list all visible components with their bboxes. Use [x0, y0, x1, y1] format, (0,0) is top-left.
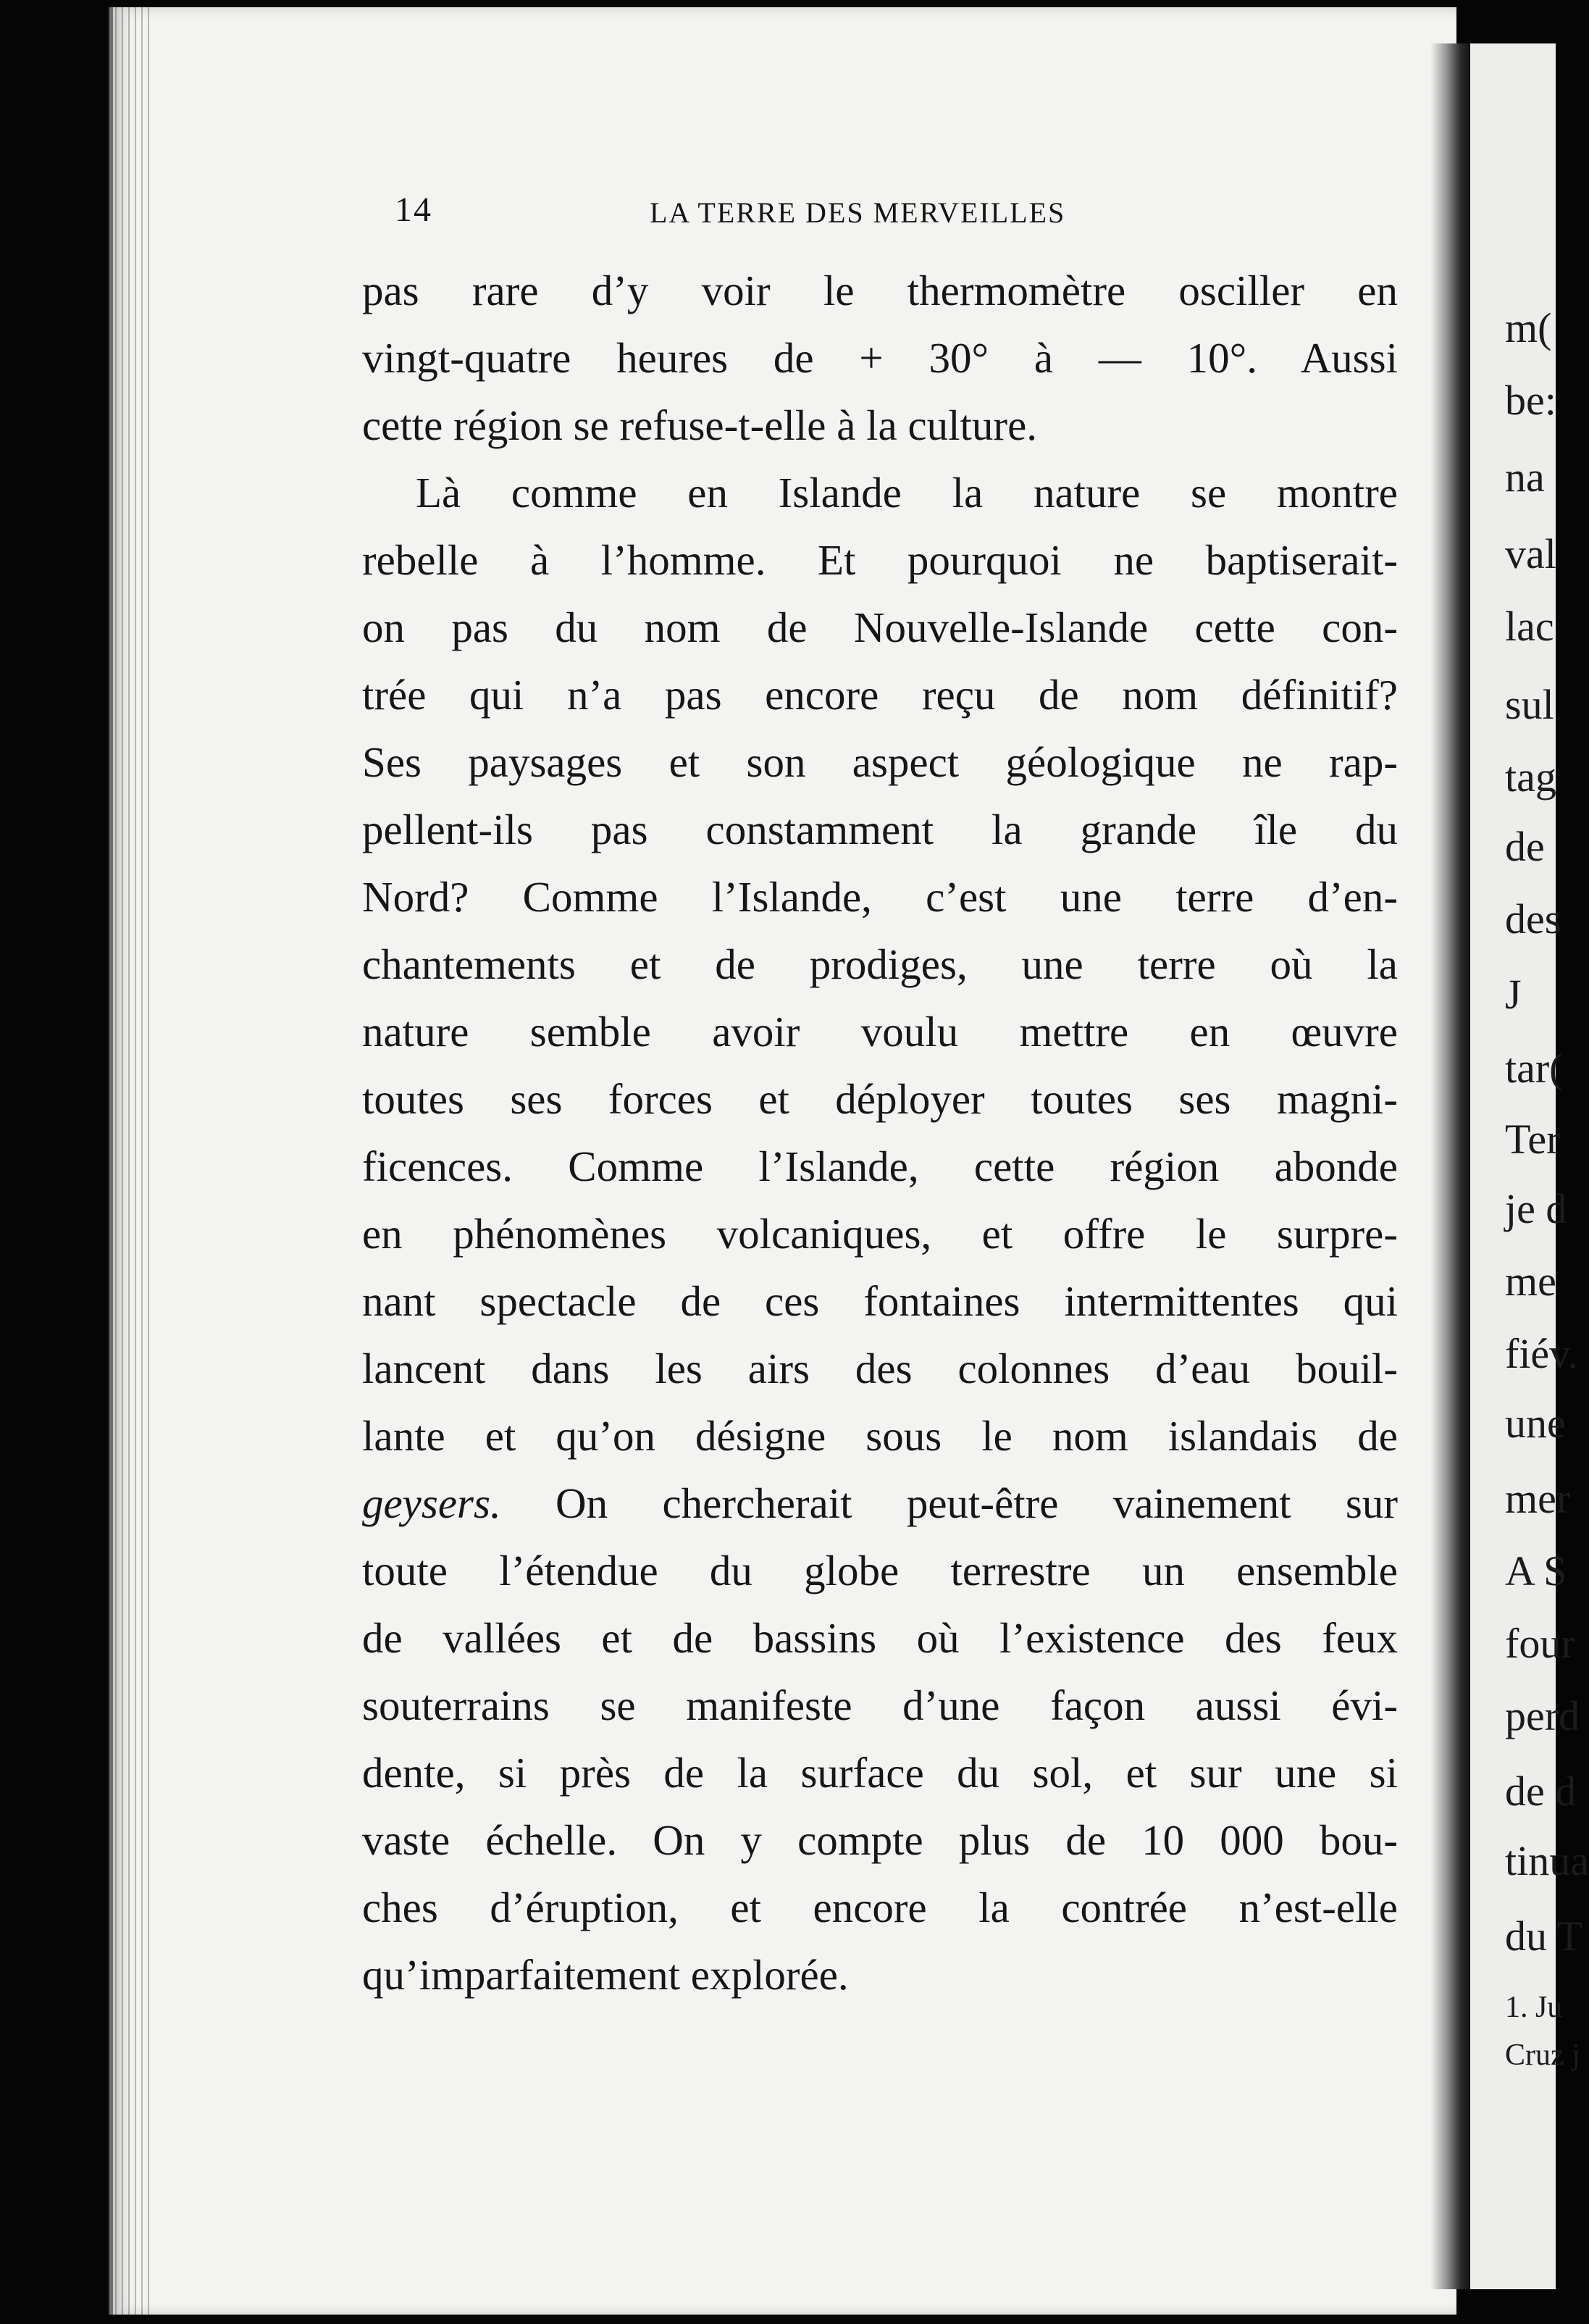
facing-page-text: lac: [1505, 603, 1554, 650]
facing-page-text: J: [1505, 971, 1522, 1018]
line-text: nature semble avoir voulu mettre en œuvre: [362, 1008, 1398, 1056]
text-line: [362, 527, 1398, 594]
facing-page-text: de d: [1505, 1768, 1577, 1815]
facing-page-text: tar(: [1505, 1045, 1564, 1092]
facing-page-text: be:: [1505, 377, 1556, 424]
text-line: [362, 257, 1398, 325]
line-text: trée qui n’a pas encore reçu de nom définitif?: [362, 671, 1398, 719]
line-text: qu’imparfaitement explorée.: [362, 1951, 849, 1999]
facing-page-text: je d: [1505, 1185, 1567, 1232]
text-line: [362, 1268, 1398, 1335]
text-line: [362, 1739, 1398, 1807]
facing-page-text: Ter: [1505, 1116, 1561, 1163]
facing-page-text: fiév.: [1505, 1330, 1578, 1377]
facing-page-text: four: [1505, 1620, 1575, 1667]
text-line: [362, 1470, 1398, 1537]
text-line: [362, 1807, 1398, 1874]
text-line: [362, 1672, 1398, 1739]
line-text: Nord? Comme l’Islande, c’est une terre d’en-: [362, 873, 1398, 921]
text-line: [362, 459, 1398, 527]
text-line: [362, 661, 1398, 729]
text-line: [362, 998, 1398, 1066]
text-line: [362, 325, 1398, 392]
text-line: [362, 1403, 1398, 1470]
body-text: [362, 257, 1398, 2009]
facing-page-text: perd: [1505, 1692, 1580, 1739]
line-text: vaste échelle. On y compte plus de 10 000 bou-: [362, 1816, 1398, 1864]
facing-page-text: Cruz j: [1505, 2039, 1580, 2072]
facing-page-text: des: [1505, 895, 1561, 942]
line-text: rebelle à l’homme. Et pourquoi ne baptiserait-: [362, 536, 1398, 584]
line-text: cette région se refuse-t-elle à la culture.: [362, 401, 1038, 449]
book-gutter: [1430, 43, 1474, 2289]
line-text: en phénomènes volcaniques, et offre le surpre-: [362, 1210, 1398, 1258]
line-text: Là comme en Islande la nature se montre: [416, 469, 1398, 517]
facing-page-text: tag: [1505, 753, 1556, 801]
italic-term: geysers.: [362, 1479, 501, 1527]
facing-page-fragment: [1470, 43, 1589, 2289]
line-text: Ses paysages et son aspect géologique ne rap-: [362, 738, 1398, 786]
line-text: vingt-quatre heures de + 30° à — 10°. Aussi: [362, 334, 1398, 382]
text-line: [362, 1335, 1398, 1403]
facing-page-text: une: [1505, 1400, 1566, 1447]
text-line: [362, 1537, 1398, 1605]
facing-page-text: du T: [1505, 1913, 1582, 1960]
line-text: nant spectacle de ces fontaines intermittentes qui: [362, 1277, 1398, 1325]
facing-page-text: sul: [1505, 681, 1554, 728]
page-number: 14: [395, 191, 432, 229]
line-text: chantements et de prodiges, une terre où la: [362, 940, 1398, 988]
facing-page-text: A S: [1505, 1547, 1567, 1594]
line-text: de vallées et de bassins où l’existence des feux: [362, 1614, 1398, 1662]
facing-page-text: de: [1505, 823, 1545, 870]
line-text: dente, si près de la surface du sol, et sur une si: [362, 1749, 1398, 1797]
facing-page-text: val: [1505, 530, 1556, 577]
running-title: LA TERRE DES MERVEILLES: [650, 196, 1066, 229]
text-line: [362, 796, 1398, 864]
text-line: [362, 1941, 1398, 2009]
facing-page-text: tinua: [1505, 1837, 1589, 1884]
line-text: toutes ses forces et déployer toutes ses magni-: [362, 1075, 1398, 1123]
line-text: souterrains se manifeste d’une façon aussi évi-: [362, 1681, 1398, 1729]
text-line: [362, 729, 1398, 796]
text-line: [362, 594, 1398, 661]
text-line: [362, 931, 1398, 998]
line-text: toute l’étendue du globe terrestre un ensemble: [362, 1547, 1398, 1594]
line-text: lante et qu’on désigne sous le nom islandais de: [362, 1412, 1398, 1460]
line-text: pas rare d’y voir le thermomètre osciller en: [362, 267, 1398, 314]
facing-page-text: me: [1505, 1258, 1556, 1305]
line-text: lancent dans les airs des colonnes d’eau bouil-: [362, 1345, 1398, 1392]
line-text: on pas du nom de Nouvelle-Islande cette con-: [362, 603, 1398, 651]
facing-page-text: m(: [1505, 304, 1552, 351]
text-line: [362, 1605, 1398, 1672]
facing-page-text: mer: [1505, 1475, 1571, 1522]
line-text: ches d’éruption, et encore la contrée n’est-elle: [362, 1884, 1398, 1931]
line-text: pellent-ils pas constamment la grande île du: [362, 806, 1398, 853]
text-line: [362, 864, 1398, 931]
line-text: ficences. Comme l’Islande, cette région abonde: [362, 1142, 1398, 1190]
text-line: [362, 1133, 1398, 1200]
text-line: [362, 1066, 1398, 1133]
text-line: [362, 1874, 1398, 1941]
line-text: On chercherait peut-être vainement sur: [500, 1479, 1398, 1527]
facing-page-text: 1. Ju: [1505, 1991, 1563, 2024]
text-line: [362, 392, 1398, 459]
facing-page-text: na: [1505, 453, 1545, 501]
text-line: [362, 1200, 1398, 1268]
